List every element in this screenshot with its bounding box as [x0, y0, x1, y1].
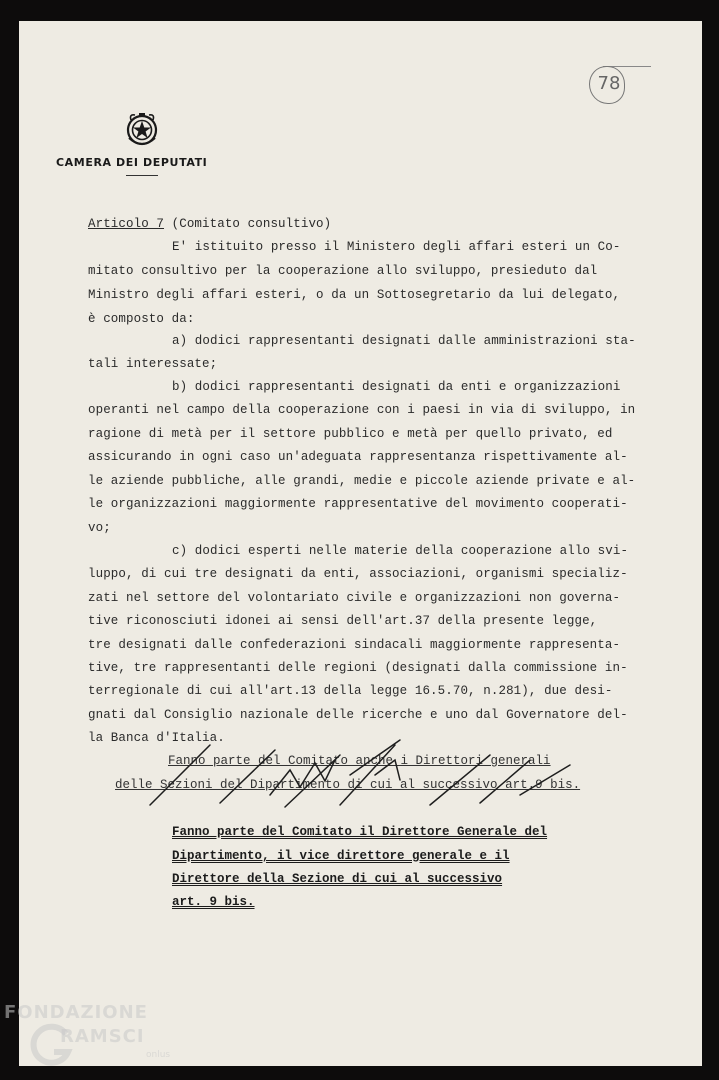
body-line: tre designati dalle confederazioni sindacali maggiormente rappresenta- [88, 638, 621, 652]
body-line: a) dodici rappresentanti designati dalle amministrazioni sta- [172, 334, 636, 348]
struck-line: delle Sezioni del Dipartimento di cui al successivo art.9 bis. [115, 778, 581, 792]
body-line: ragione di metà per il settore pubblico e metà per quello privato, ed [88, 427, 613, 441]
article-heading [88, 217, 331, 231]
body-line: gnati dal Consiglio nazionale delle ricerche e uno dal Governatore del- [88, 708, 628, 722]
amendment-line: Dipartimento, il vice direttore generale e il [172, 849, 510, 863]
amendment-line: art. 9 bis. [172, 895, 255, 909]
body-line: operanti nel campo della cooperazione con i paesi in via di sviluppo, in [88, 403, 636, 417]
body-line: c) dodici esperti nelle materie della cooperazione allo svi- [172, 544, 629, 558]
article-title: Articolo 7 [88, 217, 165, 231]
body-line: le aziende pubbliche, alle grandi, medie e piccole aziende private e al- [88, 474, 636, 488]
institution-name: CAMERA DEI DEPUTATI [56, 156, 208, 169]
watermark-gramsci: RAMSCI [60, 1026, 145, 1047]
amendment-line: Fanno parte del Comitato il Direttore Generale del [172, 825, 548, 839]
handwritten-strikethrough [100, 715, 660, 815]
article-subtitle: (Comitato consultivo) [171, 217, 332, 231]
institution-rule [126, 175, 158, 176]
body-line: Ministro degli affari esteri, o da un Sottosegretario da lui delegato, [88, 288, 621, 302]
amendment-line: Direttore della Sezione di cui al successivo [172, 872, 503, 886]
body-line: tive, tre rappresentanti delle regioni (designati dalla commissione in- [88, 661, 628, 675]
body-line: b) dodici rappresentanti designati da enti e organizzazioni [172, 380, 621, 394]
body-line: la Banca d'Italia. [88, 731, 225, 745]
body-line: vo; [88, 521, 111, 535]
watermark-foundation: FONDAZIONE [4, 1002, 148, 1023]
body-line: terregionale di cui all'art.13 della legge 16.5.70, n.281), due desi- [88, 684, 613, 698]
body-line: tali interessate; [88, 357, 218, 371]
body-line: tive riconosciuti idonei ai sensi dell'art.37 della presente legge, [88, 614, 598, 628]
page-number: 78 [597, 73, 621, 94]
body-line: luppo, di cui tre designati da enti, associazioni, organismi specializ- [88, 567, 628, 581]
body-line: E' istituito presso il Ministero degli affari esteri un Co- [172, 240, 621, 254]
body-line: assicurando in ogni caso un'adeguata rappresentanza rispettivamente al- [88, 450, 628, 464]
body-line: le organizzazioni maggiormente rappresentative del movimento cooperati- [88, 497, 628, 511]
body-line: è composto da: [88, 312, 195, 326]
body-line: mitato consultivo per la cooperazione allo sviluppo, presieduto dal [88, 264, 598, 278]
watermark-onlus: onlus [146, 1050, 171, 1060]
italian-republic-emblem-icon [123, 110, 161, 152]
body-line: zati nel settore del volontariato civile e organizzazioni non governa- [88, 591, 621, 605]
struck-line: Fanno parte del Comitato anche i Direttori generali [168, 754, 551, 768]
